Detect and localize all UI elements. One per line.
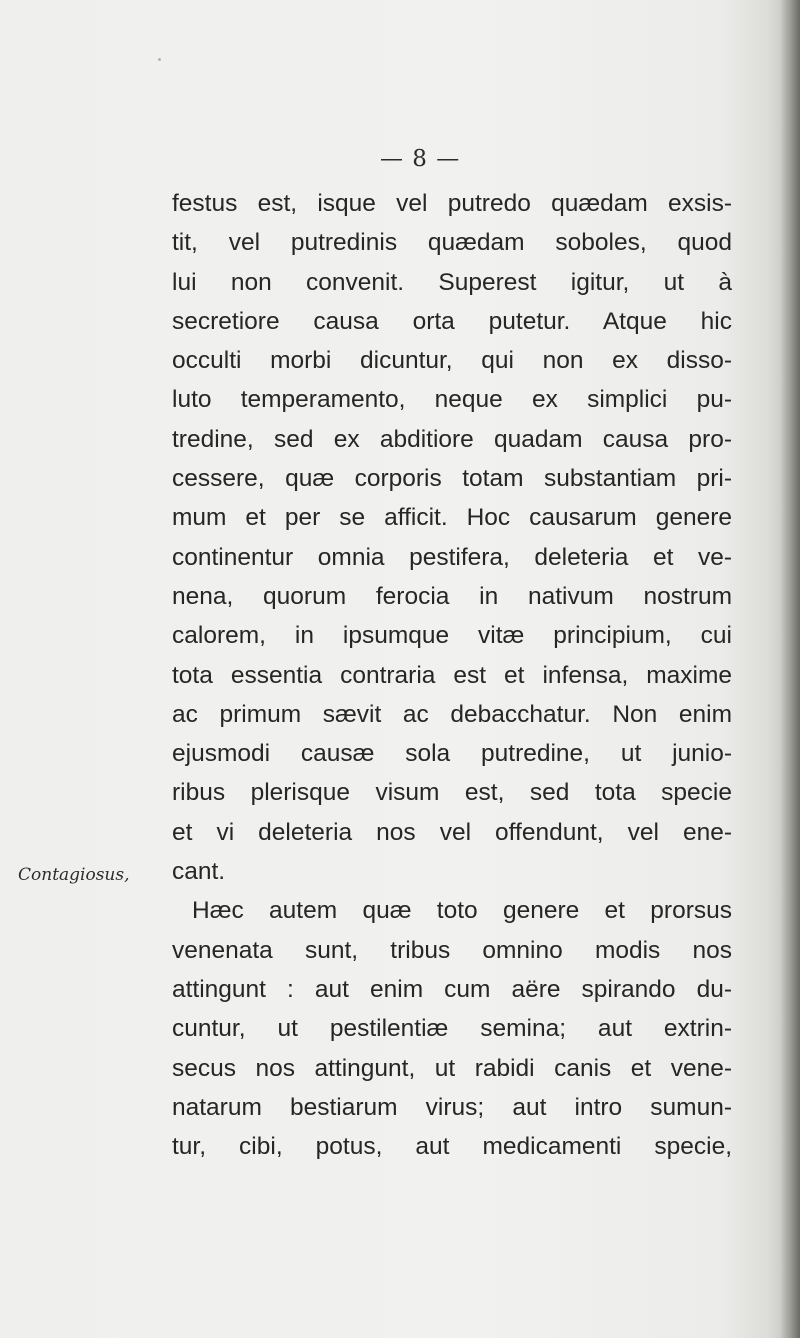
text-line: secus nos attingunt, ut rabidi canis et vene- bbox=[172, 1054, 732, 1082]
text-line: ribus plerisque visum est, sed tota specie bbox=[172, 779, 732, 807]
text-line: natarum bestiarum virus; aut intro sumun- bbox=[172, 1093, 732, 1121]
text-line: mum et per se afficit. Hoc causarum genere bbox=[172, 504, 732, 532]
text-line: tota essentia contraria est et infensa, maxime bbox=[172, 661, 732, 689]
text-line: festus est, isque vel putredo quædam exsis- bbox=[172, 190, 732, 217]
text-line: ejusmodi causæ sola putredine, ut junio- bbox=[172, 740, 732, 768]
text-line: nena, quorum ferocia in nativum nostrum bbox=[172, 582, 732, 610]
paper-speck bbox=[158, 58, 161, 61]
text-line: secretiore causa orta putetur. Atque hic bbox=[172, 307, 732, 335]
page-number: — 8 — bbox=[380, 146, 461, 172]
text-line: attingunt : aut enim cum aëre spirando du- bbox=[172, 975, 732, 1003]
text-line: lui non convenit. Superest igitur, ut à bbox=[172, 268, 732, 296]
text-line: et vi deleteria nos vel offendunt, vel ene- bbox=[172, 818, 732, 846]
text-line: cuntur, ut pestilentiæ semina; aut extrin- bbox=[172, 1015, 732, 1043]
text-line: tredine, sed ex abditiore quadam causa pro- bbox=[172, 425, 732, 453]
text-line: venenata sunt, tribus omnino modis nos bbox=[172, 936, 732, 964]
text-line: luto temperamento, neque ex simplici pu- bbox=[172, 386, 732, 414]
text-line: tit, vel putredinis quædam soboles, quod bbox=[172, 229, 732, 257]
text-line: cessere, quæ corporis totam substantiam pri- bbox=[172, 465, 732, 493]
body-text bbox=[172, 184, 732, 1166]
page-edge-shadow bbox=[780, 0, 800, 1338]
text-line: ac primum sævit ac debacchatur. Non enim bbox=[172, 700, 732, 728]
text-line: occulti morbi dicuntur, qui non ex disso- bbox=[172, 347, 732, 375]
text-line: Hæc autem quæ toto genere et prorsus bbox=[192, 897, 732, 925]
text-line: tur, cibi, potus, aut medicamenti specie, bbox=[172, 1133, 732, 1161]
text-line: calorem, in ipsumque vitæ principium, cui bbox=[172, 622, 732, 650]
margin-note: Contagiosus, bbox=[18, 865, 130, 885]
text-line: continentur omnia pestifera, deleteria et ve- bbox=[172, 543, 732, 571]
text-line: cant. bbox=[172, 858, 226, 886]
